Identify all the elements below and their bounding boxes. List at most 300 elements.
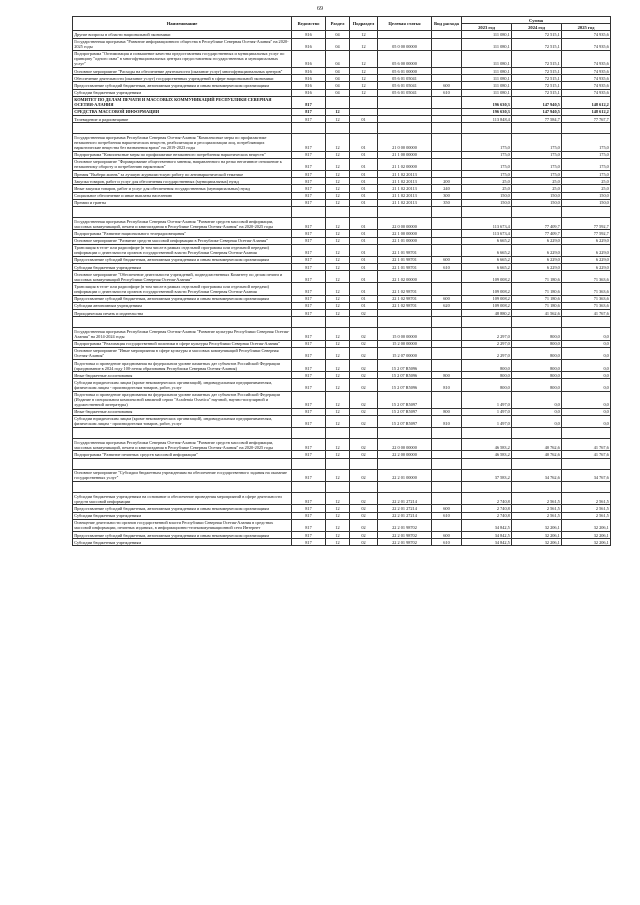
row-subsection: 12	[350, 82, 378, 89]
row-ministry: 817	[292, 439, 326, 451]
row-subsection: 01	[350, 218, 378, 230]
row-section	[326, 96, 350, 108]
row-sum-2024: 175,0	[512, 134, 562, 151]
row-name: Государственная программа Республики Северная Осетия-Алания "Комплексные меры по профилактике незаконного потребления наркотических веществ, реабилитации и ресоциализации лиц, потребляющих наркотические вещества без назначения врача" на 2019-2023 годы	[73, 134, 292, 151]
row-subsection	[350, 458, 378, 469]
row-sum-2023: 150,0	[462, 199, 512, 206]
table-row	[73, 82, 611, 89]
row-target: 22 2 01 27214	[378, 512, 432, 519]
table-row	[73, 458, 611, 469]
row-sum-2024: 0,0	[512, 415, 562, 427]
row-sum-2025: 77 592,7	[562, 218, 611, 230]
row-section: 12	[326, 415, 350, 427]
row-name: Государственная программа "Развитие информационного общества в Республике Северная Осетия-Алания" на 2020-2025 годы	[73, 38, 292, 50]
row-expense	[432, 347, 462, 359]
row-target: 15 2 07 R5096	[378, 379, 432, 391]
row-section: 12	[326, 134, 350, 151]
row-sum-2025: 0,0	[562, 347, 611, 359]
row-sum-2025: 6 229,0	[562, 256, 611, 263]
row-sum-2024	[512, 482, 562, 493]
row-target: 22 0 00 00000	[378, 218, 432, 230]
table-row	[73, 192, 611, 199]
row-subsection: 12	[350, 50, 378, 67]
row-sum-2025: 74 935,6	[562, 89, 611, 96]
row-name: Предоставление субсидий бюджетным, автономным учреждениям и иным некоммерческим организациям	[73, 531, 292, 538]
row-section: 12	[326, 347, 350, 359]
table-row	[73, 38, 611, 50]
row-subsection	[350, 206, 378, 217]
row-sum-2023: 34 842,5	[462, 519, 512, 531]
row-target: 15 2 07 R5097	[378, 408, 432, 415]
row-ministry: 817	[292, 310, 326, 317]
table-row	[73, 256, 611, 263]
row-sum-2025: 41 767,6	[562, 310, 611, 317]
row-target: 15 2 07 00000	[378, 347, 432, 359]
row-sum-2025	[562, 428, 611, 439]
row-sum-2023: 175,0	[462, 158, 512, 170]
table-row	[73, 96, 611, 108]
row-subsection: 02	[350, 347, 378, 359]
row-sum-2023: 111 080,1	[462, 50, 512, 67]
row-expense: 810	[432, 415, 462, 427]
row-section: 12	[326, 372, 350, 379]
row-sum-2025: 0,0	[562, 391, 611, 408]
row-target: 05 6 01 00000	[378, 67, 432, 74]
row-ministry: 817	[292, 256, 326, 263]
row-ministry: 817	[292, 185, 326, 192]
row-sum-2024: 175,0	[512, 158, 562, 170]
row-subsection: 02	[350, 539, 378, 546]
row-subsection	[350, 123, 378, 134]
row-sum-2024: 800,0	[512, 372, 562, 379]
table-row	[73, 302, 611, 309]
row-expense: 610	[432, 89, 462, 96]
row-sum-2024: 150,0	[512, 192, 562, 199]
row-ministry: 816	[292, 75, 326, 82]
row-target: 22 2 01 00000	[378, 469, 432, 481]
row-sum-2025: 74 935,6	[562, 75, 611, 82]
row-sum-2024: 72 515,1	[512, 31, 562, 38]
row-subsection: 01	[350, 151, 378, 158]
row-target: 22 2 01 98702	[378, 531, 432, 538]
row-section	[326, 317, 350, 328]
table-row	[73, 171, 611, 178]
row-expense: 600	[432, 505, 462, 512]
row-name: Основное мероприятие "Субсидии бюджетным учреждениям на обеспечение государственного задания на оказание государственных услуг"	[73, 469, 292, 481]
row-sum-2024	[512, 123, 562, 134]
row-sum-2023: 37 583,2	[462, 469, 512, 481]
budget-table-sheet	[72, 16, 610, 546]
row-target: 05 0 00 00000	[378, 38, 432, 50]
row-ministry: 817	[292, 230, 326, 237]
row-subsection: 12	[350, 31, 378, 38]
row-subsection: 02	[350, 340, 378, 347]
row-name: Трансляция в теле- или радиоэфире (в том числе в рамках отдельной программы или отдельной передачи) информации о деятельности органов государственной власти Республики Северная Осетия-Алания	[73, 283, 292, 295]
row-sum-2024: 2 561,5	[512, 505, 562, 512]
table-row	[73, 340, 611, 347]
table-row	[73, 482, 611, 493]
row-section: 12	[326, 192, 350, 199]
table-row	[73, 178, 611, 185]
row-sum-2024: 77 409,7	[512, 218, 562, 230]
row-sum-2025: 0,0	[562, 359, 611, 371]
row-sum-2025: 74 935,6	[562, 50, 611, 67]
row-expense	[432, 283, 462, 295]
row-name: Основное мероприятие "Развитие средств массовой информации в Республике Северная Осетия-Алания"	[73, 237, 292, 244]
row-section: 12	[326, 379, 350, 391]
row-target: 22 2 01 27214	[378, 493, 432, 505]
row-ministry: 817	[292, 264, 326, 271]
row-target: 22 1 01 00000	[378, 237, 432, 244]
row-sum-2024: 6 229,0	[512, 244, 562, 256]
row-name: Трансляция в теле- или радиоэфире (в том числе в рамках отдельной программы или отдельной передачи) информации о деятельности органов государственной власти Республики Северная Осетия-Алания	[73, 244, 292, 256]
row-expense	[432, 451, 462, 458]
header-year-2024: 2024 год	[512, 24, 562, 31]
row-sum-2024: 32 206,1	[512, 531, 562, 538]
row-name	[73, 206, 292, 217]
row-target: 21 1 02 20113	[378, 178, 432, 185]
row-section: 12	[326, 158, 350, 170]
table-row	[73, 295, 611, 302]
row-section: 12	[326, 295, 350, 302]
row-sum-2025: 0,0	[562, 340, 611, 347]
row-target: 21 1 02 20113	[378, 185, 432, 192]
row-section: 12	[326, 171, 350, 178]
row-target: 21 0 00 00000	[378, 134, 432, 151]
table-row	[73, 237, 611, 244]
row-sum-2025	[562, 482, 611, 493]
row-name	[73, 458, 292, 469]
row-target: 15 2 07 R5096	[378, 359, 432, 371]
row-section: 04	[326, 31, 350, 38]
row-subsection: 12	[350, 89, 378, 96]
row-target	[378, 317, 432, 328]
row-name: Государственная программа Республики Северная Осетия-Алания "Развитие средств массовой информации, массовых коммуникаций, печати и книгоиздания в Республике Северная Осетия-Алания" на 2020-2025 годы	[73, 218, 292, 230]
row-ministry	[292, 458, 326, 469]
row-sum-2024: 6 229,0	[512, 256, 562, 263]
row-sum-2024	[512, 428, 562, 439]
row-section: 12	[326, 519, 350, 531]
row-sum-2024: 800,0	[512, 328, 562, 340]
row-sum-2025: 150,0	[562, 192, 611, 199]
row-expense	[432, 171, 462, 178]
row-subsection: 02	[350, 391, 378, 408]
row-subsection: 01	[350, 116, 378, 123]
row-ministry	[292, 428, 326, 439]
row-subsection: 02	[350, 415, 378, 427]
row-name: Основное мероприятие "Расходы на обеспечение деятельности (оказание услуг) многофункциональных центров"	[73, 67, 292, 74]
row-target	[378, 458, 432, 469]
row-sum-2025: 71 363,6	[562, 271, 611, 283]
row-expense: 240	[432, 185, 462, 192]
row-target	[378, 123, 432, 134]
table-row	[73, 539, 611, 546]
row-expense	[432, 271, 462, 283]
row-sum-2025: 150,0	[562, 199, 611, 206]
row-ministry: 817	[292, 372, 326, 379]
table-row	[73, 310, 611, 317]
row-name: Подпрограмма "Комплексные меры по профилактике незаконного потребления наркотических веществ"	[73, 151, 292, 158]
row-target: 15 2 07 R5097	[378, 391, 432, 408]
row-section: 04	[326, 50, 350, 67]
row-ministry: 817	[292, 408, 326, 415]
row-sum-2023: 109 008,2	[462, 295, 512, 302]
row-target: 22 1 02 98701	[378, 283, 432, 295]
row-section: 12	[326, 244, 350, 256]
row-section: 12	[326, 237, 350, 244]
row-subsection: 01	[350, 134, 378, 151]
row-name: Субсидии бюджетным учреждениям	[73, 89, 292, 96]
row-expense	[432, 458, 462, 469]
row-subsection: 02	[350, 439, 378, 451]
row-name: Субсидии бюджетным учреждениям	[73, 539, 292, 546]
row-sum-2023: 111 080,1	[462, 67, 512, 74]
row-sum-2023: 2 297,0	[462, 347, 512, 359]
row-subsection: 01	[350, 192, 378, 199]
row-ministry: 817	[292, 244, 326, 256]
row-sum-2025: 74 935,6	[562, 38, 611, 50]
row-name: Основное мероприятие "Формирование общественного мнения, направленного на резко негативное отношение к незаконному обороту и потреблению наркотиков"	[73, 158, 292, 170]
row-subsection: 01	[350, 185, 378, 192]
row-sum-2024: 32 206,1	[512, 539, 562, 546]
row-expense	[432, 439, 462, 451]
row-subsection	[350, 96, 378, 108]
row-sum-2023	[462, 482, 512, 493]
row-sum-2025: 148 612,2	[562, 96, 611, 108]
row-section: 12	[326, 283, 350, 295]
table-row	[73, 151, 611, 158]
row-target	[378, 428, 432, 439]
table-row	[73, 123, 611, 134]
row-ministry: 816	[292, 31, 326, 38]
row-sum-2023: 111 080,1	[462, 89, 512, 96]
row-expense	[432, 482, 462, 493]
row-name: Подготовка и проведение празднования на федеральном уровне памятных дат субъектов Российской Федерации (празднование в 2024 году 100-летия образования Республики Северная Осетия-Алания)	[73, 359, 292, 371]
row-sum-2024: 6 229,0	[512, 264, 562, 271]
row-section: 12	[326, 505, 350, 512]
row-name: Предоставление субсидий бюджетным, автономным учреждениям и иным некоммерческим организациям	[73, 295, 292, 302]
table-row	[73, 244, 611, 256]
row-ministry: 817	[292, 192, 326, 199]
row-ministry: 816	[292, 50, 326, 67]
row-sum-2023: 1 497,0	[462, 408, 512, 415]
row-section: 12	[326, 271, 350, 283]
row-sum-2024: 800,0	[512, 347, 562, 359]
row-expense	[432, 116, 462, 123]
row-section: 04	[326, 89, 350, 96]
row-expense	[432, 206, 462, 217]
row-sum-2023: 150,0	[462, 192, 512, 199]
row-section: 12	[326, 340, 350, 347]
row-name: Другие вопросы в области национальной экономики	[73, 31, 292, 38]
row-sum-2024: 71 180,6	[512, 271, 562, 283]
row-sum-2024	[512, 317, 562, 328]
row-section: 12	[326, 302, 350, 309]
row-sum-2023: 175,0	[462, 171, 512, 178]
row-sum-2023	[462, 123, 512, 134]
row-sum-2023: 46 583,2	[462, 439, 512, 451]
row-sum-2024: 175,0	[512, 171, 562, 178]
row-ministry: 817	[292, 108, 326, 115]
row-sum-2024: 800,0	[512, 340, 562, 347]
row-expense	[432, 108, 462, 115]
row-sum-2025: 71 363,6	[562, 283, 611, 295]
row-expense	[432, 134, 462, 151]
row-sum-2025: 0,0	[562, 379, 611, 391]
row-expense	[432, 428, 462, 439]
row-name	[73, 482, 292, 493]
row-expense: 800	[432, 408, 462, 415]
row-ministry: 817	[292, 359, 326, 371]
row-sum-2024: 175,0	[512, 151, 562, 158]
row-section: 12	[326, 264, 350, 271]
row-subsection	[350, 317, 378, 328]
row-ministry	[292, 317, 326, 328]
table-row	[73, 469, 611, 481]
row-sum-2024: 77 584,7	[512, 116, 562, 123]
row-section: 12	[326, 256, 350, 263]
row-expense	[432, 244, 462, 256]
row-expense: 800	[432, 372, 462, 379]
row-name: Подпрограмма "Оптимизация и повышение качества предоставления государственных и муниципальных услуг по принципу "одного окна" в многофункциональных центрах предоставления государственных и муниципальных услуг"	[73, 50, 292, 67]
row-section: 12	[326, 469, 350, 481]
row-sum-2024: 72 515,1	[512, 82, 562, 89]
row-subsection: 12	[350, 38, 378, 50]
row-subsection	[350, 108, 378, 115]
row-sum-2025: 32 206,1	[562, 519, 611, 531]
row-sum-2023: 46 583,2	[462, 451, 512, 458]
row-sum-2025: 41 767,6	[562, 439, 611, 451]
row-sum-2023: 111 080,1	[462, 31, 512, 38]
row-sum-2024	[512, 206, 562, 217]
row-sum-2023: 111 080,1	[462, 82, 512, 89]
table-row	[73, 230, 611, 237]
row-sum-2023: 34 842,5	[462, 539, 512, 546]
table-row	[73, 439, 611, 451]
table-row	[73, 328, 611, 340]
table-row	[73, 408, 611, 415]
row-target: 15 0 00 00000	[378, 328, 432, 340]
row-sum-2024: 25,0	[512, 178, 562, 185]
row-expense	[432, 519, 462, 531]
row-subsection: 12	[350, 75, 378, 82]
row-sum-2023	[462, 458, 512, 469]
row-expense	[432, 340, 462, 347]
row-expense: 350	[432, 199, 462, 206]
row-target: 05 6 01 05041	[378, 89, 432, 96]
row-section: 12	[326, 512, 350, 519]
row-sum-2025: 77 767,7	[562, 116, 611, 123]
row-target: 22 1 01 98701	[378, 244, 432, 256]
row-subsection	[350, 482, 378, 493]
row-sum-2024: 150,0	[512, 199, 562, 206]
row-ministry: 817	[292, 237, 326, 244]
row-name: Обеспечение деятельности (оказание услуг) государственных учреждений в сфере национальной экономики	[73, 75, 292, 82]
row-expense	[432, 237, 462, 244]
row-target: 21 1 00 00000	[378, 151, 432, 158]
row-sum-2024: 147 940,5	[512, 108, 562, 115]
row-section: 12	[326, 391, 350, 408]
row-section: 04	[326, 67, 350, 74]
row-sum-2024	[512, 458, 562, 469]
row-sum-2023: 1 497,0	[462, 391, 512, 408]
row-expense	[432, 96, 462, 108]
row-ministry: 817	[292, 218, 326, 230]
row-subsection: 01	[350, 237, 378, 244]
row-sum-2024: 71 180,6	[512, 302, 562, 309]
row-expense: 620	[432, 302, 462, 309]
row-sum-2025: 74 935,6	[562, 67, 611, 74]
row-sum-2025: 0,0	[562, 415, 611, 427]
row-ministry: 817	[292, 347, 326, 359]
row-name: Подпрограмма "Развитие национального телерадиовещания"	[73, 230, 292, 237]
row-section: 12	[326, 531, 350, 538]
row-expense	[432, 123, 462, 134]
row-sum-2025: 41 767,6	[562, 451, 611, 458]
row-sum-2025	[562, 206, 611, 217]
header-ministry: Ведомство	[292, 17, 326, 31]
row-subsection: 02	[350, 328, 378, 340]
row-sum-2025: 175,0	[562, 171, 611, 178]
row-sum-2025: 32 206,1	[562, 531, 611, 538]
row-subsection: 02	[350, 372, 378, 379]
row-target: 22 1 01 98701	[378, 256, 432, 263]
row-sum-2023: 113 673,4	[462, 230, 512, 237]
row-ministry	[292, 482, 326, 493]
table-row	[73, 505, 611, 512]
row-subsection: 02	[350, 512, 378, 519]
row-name: Государственная программа Республики Северная Осетия-Алания "Развитие культуры Республики Северная Осетия-Алания" на 2014-2024 годы	[73, 328, 292, 340]
table-row	[73, 391, 611, 408]
table-row	[73, 199, 611, 206]
row-sum-2025: 6 229,0	[562, 264, 611, 271]
row-target	[378, 310, 432, 317]
row-name: Социальное обеспечение и иные выплаты населению	[73, 192, 292, 199]
row-section: 12	[326, 408, 350, 415]
row-target: 22 2 01 98702	[378, 539, 432, 546]
row-expense: 600	[432, 295, 462, 302]
row-sum-2023: 2 740,8	[462, 493, 512, 505]
row-target: 22 2 00 00000	[378, 451, 432, 458]
row-name: Субсидии юридическим лицам (кроме некоммерческих организаций), индивидуальным предпринимателям, физическим лицам - производителям товаров, работ, услуг	[73, 415, 292, 427]
row-sum-2023: 800,0	[462, 359, 512, 371]
table-row	[73, 158, 611, 170]
table-body	[73, 31, 611, 546]
row-sum-2025: 74 935,6	[562, 31, 611, 38]
row-target: 22 1 02 00000	[378, 271, 432, 283]
row-expense: 200	[432, 178, 462, 185]
row-section: 12	[326, 539, 350, 546]
row-sum-2024: 72 515,1	[512, 89, 562, 96]
row-sum-2024: 147 940,5	[512, 96, 562, 108]
row-ministry: 816	[292, 67, 326, 74]
row-name: Предоставление субсидий бюджетным, автономным учреждениям и иным некоммерческим организациям	[73, 82, 292, 89]
row-subsection: 01	[350, 256, 378, 263]
row-sum-2025: 0,0	[562, 372, 611, 379]
row-sum-2025: 77 592,7	[562, 230, 611, 237]
row-expense	[432, 317, 462, 328]
row-target: 15 2 00 00000	[378, 340, 432, 347]
row-sum-2023: 48 880,2	[462, 310, 512, 317]
row-sum-2023	[462, 206, 512, 217]
row-name: Субсидии бюджетным учреждениям	[73, 264, 292, 271]
row-subsection: 02	[350, 359, 378, 371]
row-target	[378, 482, 432, 493]
row-sum-2024: 2 561,5	[512, 493, 562, 505]
row-subsection: 02	[350, 379, 378, 391]
table-row	[73, 218, 611, 230]
row-subsection: 02	[350, 310, 378, 317]
